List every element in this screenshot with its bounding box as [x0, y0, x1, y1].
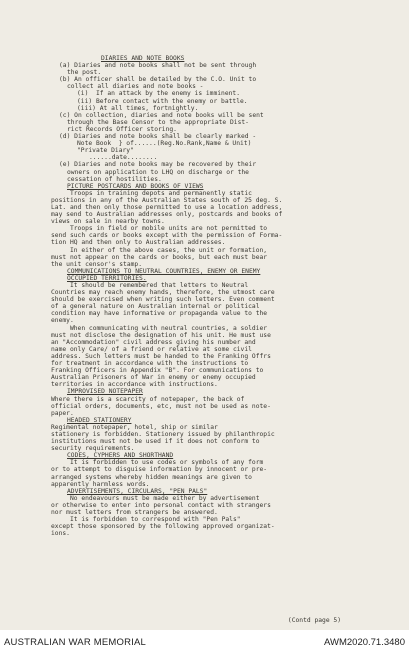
section-heading: DIARIES AND NOTE BOOKS: [101, 55, 185, 62]
text-line: tion HQ and then only to Australian addresses.: [51, 239, 226, 247]
text-line: for treatment in accordance with the instructions to: [51, 360, 249, 368]
text-line: (c) On collection, diaries and note books will be sent: [59, 111, 264, 119]
text-line: must not disclose the designation of his unit. He must use: [51, 331, 271, 339]
text-line: enemy.: [51, 317, 74, 325]
text-line: views on sale in nearby towns.: [51, 218, 165, 226]
text-line: cessation of hostilities.: [67, 175, 162, 183]
section-heading: ADVERTISEMENTS, CIRCULARS, "PEN PALS": [67, 487, 208, 495]
text-line: It is forbidden to use codes or symbols of any form: [51, 459, 264, 467]
text-line: collect all diaries and note books -: [67, 83, 204, 91]
text-line: send such cards or books except with the permission of Forma-: [51, 232, 283, 240]
text-line: ions.: [51, 530, 70, 538]
text-line: apparently harmless words.: [51, 480, 150, 488]
section-heading: CODES, CYPHERS AND SHORTHAND: [67, 452, 174, 460]
text-line: condition may have informative or propaganda value to the: [51, 310, 268, 318]
text-line: or to attempt to disguise information by innocent or pre-: [51, 466, 268, 474]
text-line: owners on application to LHQ on discharge or the: [67, 168, 249, 176]
section-heading: OCCUPIED TERRITORIES.: [67, 274, 147, 282]
text-line: or otherwise to enter into personal contact with strangers: [51, 501, 271, 509]
text-line: the unit censor's stamp.: [51, 260, 142, 268]
text-line: Note Book } of......(Reg.No.Rank,Name & Unit): [77, 140, 252, 148]
text-line: may send to Australian addresses only, postcards and books of: [51, 211, 283, 219]
text-line: "Private Diary": [77, 147, 134, 155]
text-line: nor must letters from strangers be answered.: [51, 509, 218, 516]
text-line: security requirements.: [51, 445, 135, 453]
text-line: an "Accommodation" civil address giving his number and: [51, 338, 256, 346]
text-line: When communicating with neutral countries, a soldier: [51, 324, 268, 332]
text-line: No endeavours must be made either by advertisement: [51, 494, 260, 502]
text-line: Troops in field or mobile units are not permitted to: [51, 225, 268, 233]
text-line: It is forbidden to correspond with "Pen Pals": [51, 516, 241, 524]
text-line: (a) Diaries and note books shall not be sent through: [59, 62, 257, 70]
text-line: the post.: [67, 69, 102, 77]
section-heading: PICTURE POSTCARDS AND BOOKS OF VIEWS: [67, 182, 204, 190]
text-line: Where there is a scarcity of notepaper, the back of: [51, 395, 245, 403]
text-line: (d) Diaries and note books shall be clearly marked -: [59, 133, 257, 141]
text-line: Troops in training depots and permanently static: [51, 189, 252, 197]
text-line: (b) An officer shall be detailed by the C.O. Unit to: [59, 76, 257, 84]
continuation-note: (Contd page 5): [287, 617, 341, 624]
text-line: Countries may reach enemy hands, therefore, the utmost care: [51, 289, 275, 297]
text-line: (iii) At all times, fortnightly.: [77, 104, 199, 112]
text-line: territories in accordance with instructions.: [51, 381, 218, 389]
text-line: official orders, documents, etc, must not be used as note-: [51, 402, 271, 410]
text-line: Australian Prisoners of War in enemy or enemy occupied: [51, 374, 256, 382]
text-line: except those sponsored by the following approved organizat-: [51, 523, 275, 531]
text-line: positions in any of the Australian States south of 25 deg. S.: [51, 196, 283, 204]
text-line: Regimental notepaper, hotel, ship or similar: [51, 423, 218, 431]
text-line: should be exercised when writing such letters. Even comment: [51, 296, 275, 304]
section-heading: COMMUNICATIONS TO NEUTRAL COUNTRIES, ENEMY OR ENEMY: [67, 267, 261, 275]
text-line: through the Base Censor to the appropriate Dist-: [67, 118, 249, 126]
text-line: institutions must not be used if it does not conform to: [51, 438, 260, 446]
text-line: (e) Diaries and note books may be recovered by their: [59, 161, 257, 169]
document-body: [51, 55, 371, 537]
source-label: AUSTRALIAN WAR MEMORIAL: [4, 637, 147, 648]
text-line: of a general nature on Australian internal or political: [51, 303, 260, 311]
text-line: ......date........: [89, 154, 158, 162]
text-line: name only Care/ of a friend or relative at some civil: [51, 345, 252, 353]
text-line: In either of the above cases, the unit or formation,: [51, 246, 268, 254]
text-line: Franking Officers in Appendix "B". For communications to: [51, 367, 264, 375]
text-line: arranged systems whereby hidden meanings are given to: [51, 473, 252, 481]
text-line: It should be remembered that letters to Neutral: [51, 282, 249, 289]
text-line: rict Records Officer storing.: [67, 125, 177, 133]
section-heading: HEADED STATIONERY: [67, 416, 132, 424]
text-line: (i) If an attack by the enemy is imminent.: [77, 90, 241, 98]
text-line: must not appear on the cards or books, but each must bear: [51, 253, 268, 261]
text-line: stationery is forbidden. Stationery issued by philanthropic: [51, 430, 275, 438]
section-heading: IMPROVISED NOTEPAPER: [67, 388, 143, 396]
accession-number: AWM2020.71.3480: [324, 637, 405, 648]
text-line: (ii) Before contact with the enemy or battle.: [77, 97, 248, 105]
archive-footer: [0, 630, 409, 653]
text-line: paper.: [51, 409, 74, 417]
text-line: Lat. and then only those permitted to use a location address,: [51, 203, 283, 211]
text-line: address. Such letters must be handed to the Franking Offrs: [51, 352, 271, 360]
